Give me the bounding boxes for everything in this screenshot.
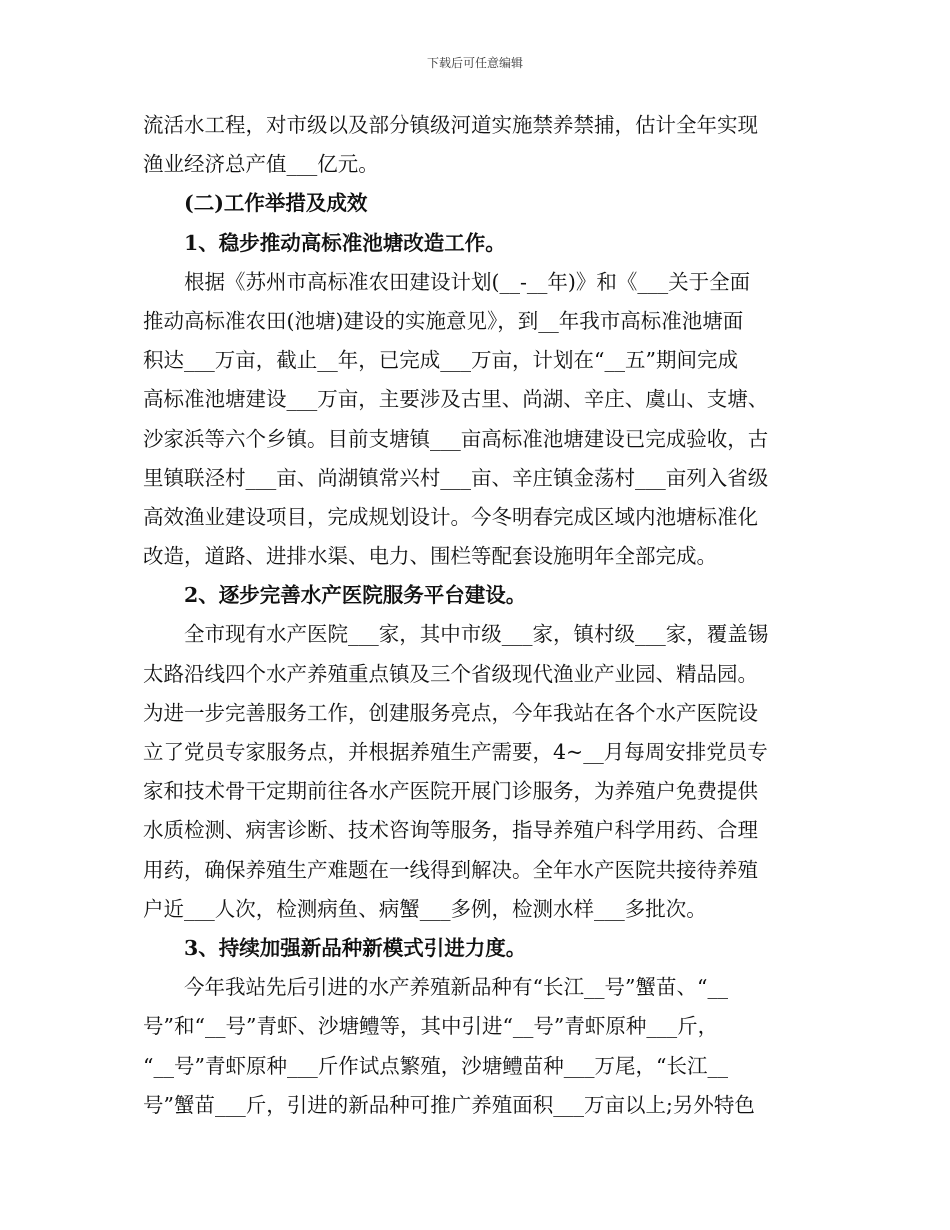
section-heading: 2、逐步完善水产医院服务平台建设。 xyxy=(184,583,527,608)
text-line: 太路沿线四个水产养殖重点镇及三个省级现代渔业产业园、精品园。 xyxy=(143,661,758,686)
section-heading: 3、持续加强新品种新模式引进力度。 xyxy=(184,935,527,960)
page-header: 下载后可任意编辑 xyxy=(426,56,523,70)
text-line: 积达___万亩，截止__年，已完成___万亩，计划在“__五”期间完成 xyxy=(143,348,738,373)
text-line: 今年我站先后引进的水产养殖新品种有“长江__号”蟹苗、“__ xyxy=(184,975,728,1000)
text-line: 推动高标准农田(池塘)建设的实施意见》，到__年我市高标准池塘面 xyxy=(143,308,744,333)
text-line: 为进一步完善服务工作，创建服务亮点，今年我站在各个水产医院设 xyxy=(143,700,758,725)
section-heading: 1、稳步推动高标准池塘改造工作。 xyxy=(184,230,506,255)
text-line: 高效渔业建设项目，完成规划设计。今冬明春完成区域内池塘标准化 xyxy=(143,504,758,529)
text-line: 根据《苏州市高标准农田建设计划(__-__年)》和《___关于全面 xyxy=(184,269,751,294)
text-line: 号”蟹苗___斤，引进的新品种可推广养殖面积___万亩以上;另外特色 xyxy=(143,1092,755,1117)
text-line: 流活水工程，对市级以及部分镇级河道实施禁养禁捕，估计全年实现 xyxy=(143,113,758,137)
text-line: 沙家浜等六个乡镇。目前支塘镇___亩高标准池塘建设已完成验收，古 xyxy=(143,426,769,451)
text-line: 号”和“__号”青虾、沙塘鳢等，其中引进“__号”青虾原种___斤， xyxy=(143,1014,719,1039)
text-line: 改造，道路、进排水渠、电力、围栏等配套设施明年全部完成。 xyxy=(143,544,717,569)
text-line: 户近___人次，检测病鱼、病蟹___多例，检测水样___多批次。 xyxy=(143,896,707,921)
text-line: 渔业经济总产值___亿元。 xyxy=(143,152,379,177)
text-line: 家和技术骨干定期前往各水产医院开展门诊服务，为养殖户免费提供 xyxy=(143,779,758,804)
document-body xyxy=(143,106,811,1125)
text-line: 水质检测、病害诊断、技术咨询等服务，指导养殖户科学用药、合理 xyxy=(143,818,758,843)
text-line: 高标准池塘建设___万亩，主要涉及古里、尚湖、辛庄、虞山、支塘、 xyxy=(143,387,769,412)
text-line: 立了党员专家服务点，并根据养殖生产需要，4~__月每周安排党员专 xyxy=(143,740,768,764)
text-line: “__号”青虾原种___斤作试点繁殖，沙塘鳢苗种___万尾，“长江__ xyxy=(143,1053,728,1078)
section-heading: (二)工作举措及成效 xyxy=(184,191,368,216)
text-line: 用药，确保养殖生产难题在一线得到解决。全年水产医院共接待养殖 xyxy=(143,857,758,882)
text-line: 全市现有水产医院___家，其中市级___家，镇村级___家，覆盖锡 xyxy=(184,622,769,647)
text-line: 里镇联泾村___亩、尚湖镇常兴村___亩、辛庄镇金荡村___亩列入省级 xyxy=(143,465,769,490)
